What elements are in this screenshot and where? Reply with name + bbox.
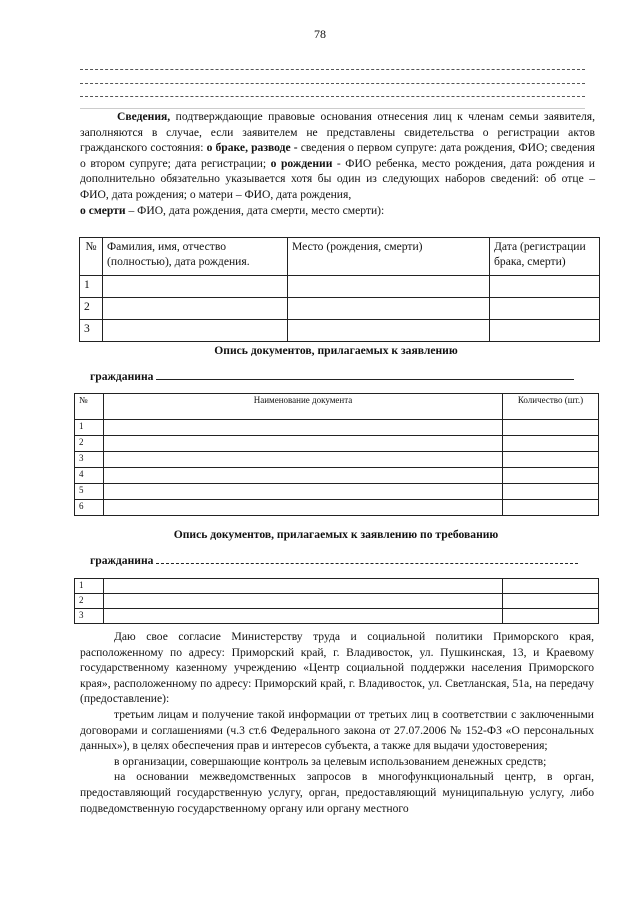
birth-bold: о рождении (270, 156, 333, 170)
cell-document[interactable] (104, 468, 503, 484)
row-number: 3 (75, 609, 104, 624)
fill-line (80, 96, 585, 97)
table-row (75, 484, 599, 500)
consent-section (80, 629, 594, 816)
table-row (75, 500, 599, 516)
table-row (75, 468, 599, 484)
consent-paragraph-3: в организации, совершающие контроль за целевым использованием денежных средств; (114, 754, 547, 768)
table-row (80, 320, 600, 342)
cell-place[interactable] (288, 276, 490, 298)
cell-document[interactable] (104, 420, 503, 436)
table-row (80, 276, 600, 298)
table-row (75, 452, 599, 468)
row-number: 1 (80, 276, 103, 298)
death-bold: о смерти (80, 203, 126, 217)
cell-document[interactable] (104, 609, 503, 624)
cell-document[interactable] (104, 500, 503, 516)
cell-document[interactable] (104, 436, 503, 452)
row-number: 1 (75, 579, 104, 594)
consent-paragraph-4: на основании межведомственных запросов в многофункциональный центр, в орган, предоставляющий государственную услугу, орган, предоставляющий муниципальную услугу, либо подведомственную государственному органу или органу местного (80, 770, 594, 815)
cell-place[interactable] (288, 298, 490, 320)
inventory1-title: Опись документов, прилагаемых к заявлению (214, 344, 458, 357)
row-number: 5 (75, 484, 104, 500)
cell-quantity[interactable] (503, 579, 599, 594)
col-quantity: Количество (шт.) (503, 394, 599, 420)
birth-text: - ФИО ребенка, место рождения, дата рождения и дополнительно обязательно указывается хотя бы один из следующих наборов сведений: об отце – ФИО, дата рождения; о матери – ФИО, дата рождения, (80, 156, 595, 201)
death-text: – ФИО, дата рождения, дата смерти, место смерти): (125, 203, 385, 217)
cell-quantity[interactable] (503, 594, 599, 609)
row-number: 2 (75, 594, 104, 609)
col-document-name: Наименование документа (104, 394, 503, 420)
consent-paragraph-1: Даю свое согласие Министерству труда и социальной политики Приморского края, расположенному по адресу: Приморский край, г. Владивосток, ул. Пушкинская, 13, и Краевому государственному казенному учреждению «Центр социальной поддержки населения Приморского края», расположенному по адресу: Приморский край, г. Владивосток, ул. Светланская, 51а, на передачу (предоставление): (80, 630, 594, 706)
cell-document[interactable] (104, 452, 503, 468)
info-paragraph (80, 109, 595, 218)
row-number: 3 (80, 320, 103, 342)
table-row (75, 594, 599, 609)
cell-date[interactable] (490, 276, 600, 298)
inventory2-table (74, 578, 599, 624)
table-row (75, 420, 599, 436)
family-table (79, 237, 600, 342)
cell-quantity[interactable] (503, 436, 599, 452)
marriage-bold: о браке, разводе - (206, 141, 298, 155)
table-row (80, 298, 600, 320)
fill-line (80, 83, 585, 84)
citizen-input[interactable] (156, 368, 574, 380)
col-number: № (75, 394, 104, 420)
marriage-text: сведения о первом супруге: дата рождения, ФИО; сведения о втором супруге; дата регистрации; (80, 141, 596, 170)
inventory1-table (74, 393, 599, 516)
row-number: 2 (75, 436, 104, 452)
cell-quantity[interactable] (503, 609, 599, 624)
consent-paragraph-2: третьим лицам и получение такой информации от третьих лиц в соответствии с заключенными договорами и соглашениями (ч.3 ст.6 Федерального закона от 27.07.2006 № 152-ФЗ «О персональных данных»), в целях обеспечения прав и интересов субъекта, а также для выдачи удостоверения; (80, 707, 594, 753)
row-number: 4 (75, 468, 104, 484)
citizen-label: гражданина (90, 370, 154, 383)
col-place: Место (рождения, смерти) (288, 238, 490, 276)
family-table-header (80, 238, 600, 276)
cell-document[interactable] (104, 579, 503, 594)
inventory1-citizen-line (90, 368, 590, 383)
cell-full-name[interactable] (103, 276, 288, 298)
col-full-name: Фамилия, имя, отчество (полностью), дата рождения. (103, 238, 288, 276)
table-row (75, 579, 599, 594)
cell-quantity[interactable] (503, 468, 599, 484)
table-row (75, 609, 599, 624)
citizen-label: гражданина (90, 554, 154, 567)
cell-document[interactable] (104, 484, 503, 500)
table-row (75, 436, 599, 452)
inventory1-header (75, 394, 599, 420)
fill-line (80, 69, 585, 70)
cell-document[interactable] (104, 594, 503, 609)
cell-place[interactable] (288, 320, 490, 342)
row-number: 2 (80, 298, 103, 320)
info-lead-text: подтверждающие правовые основания отнесения лиц к членам семьи заявителя, заполняются в случае, если заявителем не представлены свидетельства о регистрации актов гражданского состояния: (80, 110, 595, 155)
cell-full-name[interactable] (103, 298, 288, 320)
col-number: № (80, 238, 103, 276)
cell-quantity[interactable] (503, 484, 599, 500)
cell-date[interactable] (490, 298, 600, 320)
cell-full-name[interactable] (103, 320, 288, 342)
inventory2-title: Опись документов, прилагаемых к заявлению по требованию (173, 528, 499, 541)
row-number: 3 (75, 452, 104, 468)
citizen-input[interactable] (156, 552, 578, 564)
row-number: 6 (75, 500, 104, 516)
info-lead-bold: Сведения, (117, 110, 171, 123)
page-number: 78 (314, 27, 326, 41)
inventory2-citizen-line (90, 552, 600, 567)
cell-date[interactable] (490, 320, 600, 342)
cell-quantity[interactable] (503, 452, 599, 468)
cell-quantity[interactable] (503, 500, 599, 516)
cell-quantity[interactable] (503, 420, 599, 436)
row-number: 1 (75, 420, 104, 436)
col-date: Дата (регистрации брака, смерти) (490, 238, 600, 276)
